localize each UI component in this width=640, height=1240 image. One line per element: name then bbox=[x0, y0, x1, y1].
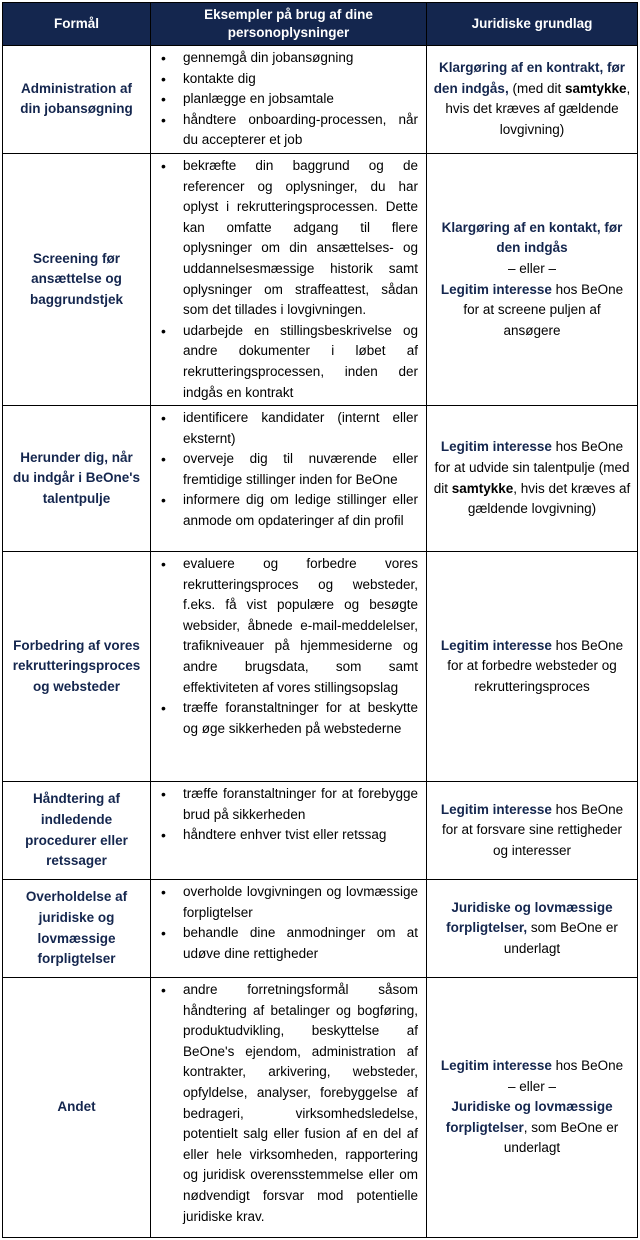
legal-basis-cell bbox=[427, 406, 638, 552]
legal-basis-text: Klargøring af en kontakt, før den indgås bbox=[441, 219, 623, 256]
examples-list bbox=[155, 882, 418, 964]
table-header bbox=[3, 3, 638, 46]
list-item: • informere dig om ledige stillinger eller anmode om opdateringer af din profil bbox=[155, 490, 418, 531]
legal-basis-cell bbox=[427, 552, 638, 782]
legal-basis-text: hos BeOne bbox=[551, 1058, 624, 1074]
table-row bbox=[3, 782, 638, 880]
list-item: • overholde lovgivningen og lovmæssige forpligtelser bbox=[155, 882, 418, 923]
legal-basis-cell bbox=[427, 880, 638, 978]
legal-basis-text: som BeOne er underlagt bbox=[503, 920, 618, 956]
legal-basis-cell bbox=[427, 153, 638, 405]
examples-cell bbox=[151, 782, 427, 880]
legal-basis-text: samtykke bbox=[451, 480, 514, 496]
examples-list bbox=[155, 784, 418, 846]
legal-basis-cell bbox=[427, 46, 638, 154]
legal-basis-text: , hvis det kræves af gældende lovgivning) bbox=[445, 80, 631, 138]
examples-cell bbox=[151, 46, 427, 154]
list-item: • træffe foranstaltninger for at beskytte og øge sikkerheden på webstederne bbox=[155, 698, 418, 739]
legal-basis-text: , hvis det kræves af gældende lovgivning) bbox=[467, 480, 631, 517]
legal-basis-text: – eller – bbox=[507, 260, 557, 276]
list-item: • bekræfte din baggrund og de referencer og oplysninger, du har oplyst i rekrutteringsprocessen. Dette kan omfatte adgang til flere oplysninger om din ansættelses- og uddannelsesmæssige historik samt oplysninger om straffeattest, sådan som det tillades i lovgivningen. bbox=[155, 156, 418, 321]
list-item: • identificere kandidater (internt eller eksternt) bbox=[155, 408, 418, 449]
purpose-cell: Andet bbox=[3, 978, 151, 1238]
table-row bbox=[3, 978, 638, 1238]
legal-basis-text: Legitim interesse bbox=[440, 439, 552, 455]
list-item: • håndtere onboarding-processen, når du accepterer et job bbox=[155, 110, 418, 151]
list-item: • udarbejde en stillingsbeskrivelse og andre dokumenter i løbet af rekrutteringsprocessen, inden der indgås en kontrakt bbox=[155, 321, 418, 403]
header-examples: Eksempler på brug af dine personoplysninger bbox=[151, 3, 427, 46]
legal-basis-text: Legitim interesse bbox=[440, 637, 552, 653]
list-item: • planlægge en jobsamtale bbox=[155, 89, 418, 110]
legal-basis-text: (med dit bbox=[508, 80, 565, 96]
header-legal-basis: Juridiske grundlag bbox=[427, 3, 638, 46]
legal-basis-cell bbox=[427, 782, 638, 880]
legal-basis-table bbox=[2, 2, 638, 1238]
purpose-cell: Forbedring af vores rekrutteringsproces og websteder bbox=[3, 552, 151, 782]
legal-basis-text: Legitim interesse bbox=[440, 801, 552, 817]
legal-basis-text: Juridiske og lovmæssige forpligtelser bbox=[445, 1099, 613, 1135]
examples-cell bbox=[151, 552, 427, 782]
purpose-cell: Herunder dig, når du indgår i BeOne's talentpulje bbox=[3, 406, 151, 552]
legal-basis-text: hos BeOne for at screene puljen af ansøgere bbox=[463, 281, 624, 338]
table-row bbox=[3, 552, 638, 782]
purpose-cell: Håndtering af indledende procedurer eller retssager bbox=[3, 782, 151, 880]
table-row bbox=[3, 406, 638, 552]
examples-list bbox=[155, 48, 418, 151]
purpose-cell: Administration af din jobansøgning bbox=[3, 46, 151, 154]
legal-basis-text: – eller – bbox=[507, 1078, 557, 1094]
legal-basis-text: , som BeOne er underlagt bbox=[503, 1119, 619, 1156]
list-item: • behandle dine anmodninger om at udøve dine rettigheder bbox=[155, 923, 418, 964]
examples-list bbox=[155, 156, 418, 403]
examples-cell bbox=[151, 880, 427, 978]
table-row bbox=[3, 46, 638, 154]
examples-list bbox=[155, 980, 418, 1227]
examples-cell bbox=[151, 153, 427, 405]
legal-basis-text: hos BeOne for at forbedre websteder og rekrutteringsproces bbox=[447, 637, 624, 694]
legal-basis-text: samtykke bbox=[564, 80, 627, 96]
examples-list bbox=[155, 554, 418, 739]
table-body bbox=[3, 46, 638, 1238]
legal-basis-text: hos BeOne for at forsvare sine rettigheder og interesser bbox=[441, 801, 624, 858]
list-item: • evaluere og forbedre vores rekrutteringsproces og websteder, f.eks. få vist populære og besøgte websider, åbnede e-mail-meddelelser, trafikniveauer på hjemmesiderne og andre brugsdata, som samt effektiviteten af vores stillingsopslag bbox=[155, 554, 418, 698]
header-row bbox=[3, 3, 638, 46]
list-item: • overveje dig til nuværende eller fremtidige stillinger inden for BeOne bbox=[155, 449, 418, 490]
examples-cell bbox=[151, 406, 427, 552]
list-item: • træffe foranstaltninger for at forebygge brud på sikkerheden bbox=[155, 784, 418, 825]
header-purpose: Formål bbox=[3, 3, 151, 46]
examples-cell bbox=[151, 978, 427, 1238]
legal-basis-text: Juridiske og lovmæssige forpligtelser, bbox=[446, 899, 613, 936]
purpose-cell: Screening før ansættelse og baggrundstjek bbox=[3, 153, 151, 405]
table-row bbox=[3, 880, 638, 978]
list-item: • gennemgå din jobansøgning bbox=[155, 48, 418, 69]
list-item: • andre forretningsformål såsom håndtering af betalinger og bogføring, produktudvikling, beskyttelse af BeOne's ejendom, administration af kontrakter, arkivering, websteder, opfyldelse, analyser, forebyggelse af bedrageri, virksomhedsledelse, potentielt salg eller fusion af en del af eller hele virksomheden, rapportering og juridisk overensstemmelse eller om nødvendigt forsvar mod potentielle juridiske krav. bbox=[155, 980, 418, 1227]
legal-basis-cell bbox=[427, 978, 638, 1238]
list-item: • håndtere enhver tvist eller retssag bbox=[155, 825, 418, 846]
legal-basis-text: hos BeOne for at udvide sin talentpulje (med dit bbox=[433, 439, 630, 496]
examples-list bbox=[155, 408, 418, 532]
legal-basis-text: Klargøring af en kontrakt, før den indgås, bbox=[433, 60, 626, 96]
legal-basis-text: Legitim interesse bbox=[440, 1058, 552, 1074]
table-row bbox=[3, 153, 638, 405]
list-item: • kontakte dig bbox=[155, 69, 418, 90]
legal-basis-text: Legitim interesse bbox=[440, 281, 552, 297]
purpose-cell: Overholdelse af juridiske og lovmæssige forpligtelser bbox=[3, 880, 151, 978]
